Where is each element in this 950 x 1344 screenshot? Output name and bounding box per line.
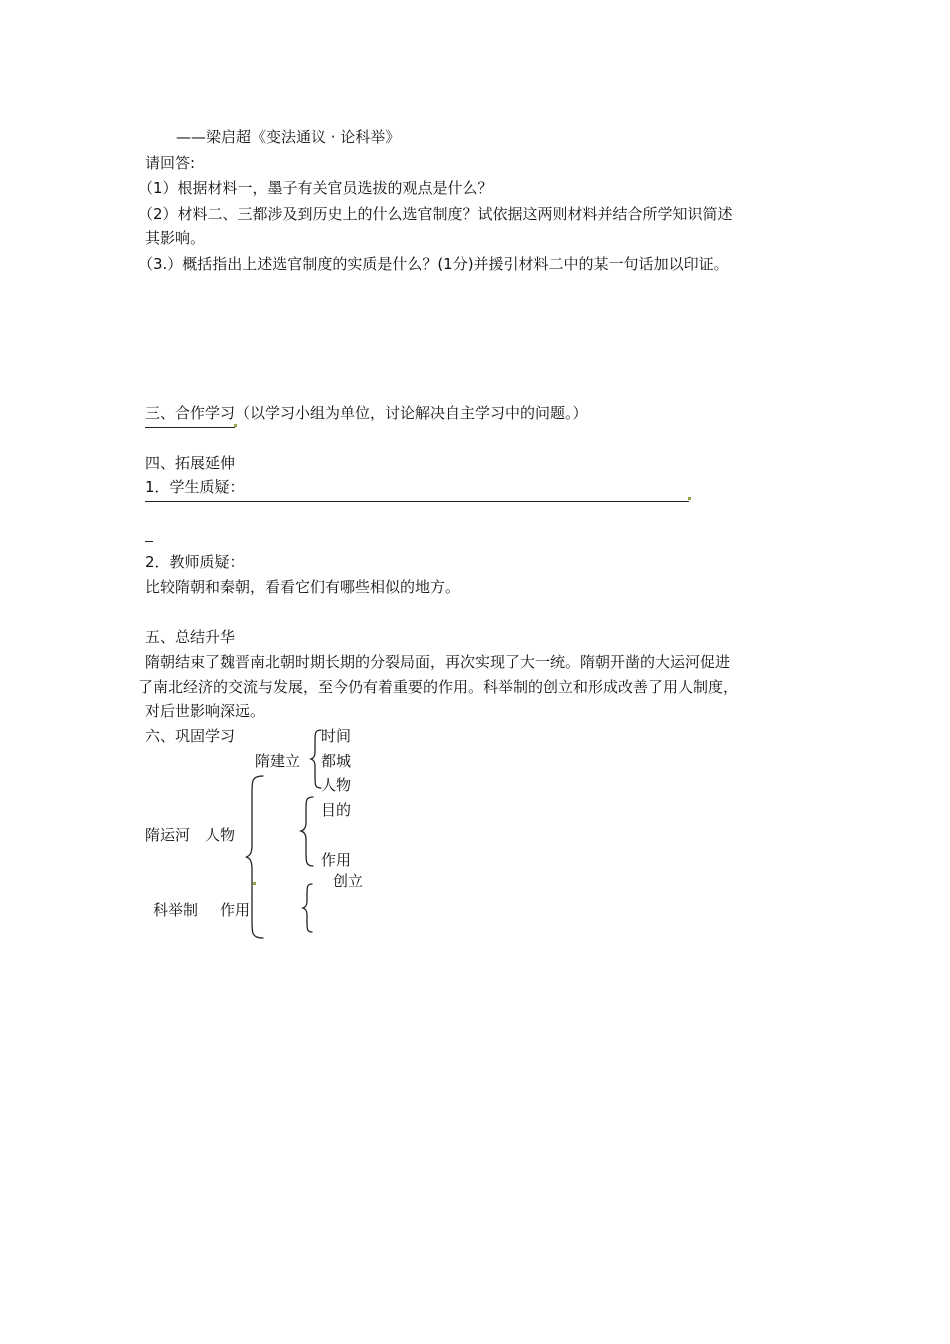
answer-prompt: 请回答:: [145, 154, 196, 172]
summary-line-1: 隋朝结束了魏晋南北朝时期长期的分裂局面，再次实现了大一统。隋朝开凿的大运河促进: [145, 653, 731, 671]
summary-line-3: 对后世影响深远。: [145, 702, 266, 720]
founding-item-person: 人物: [321, 776, 352, 794]
founding-item-capital: 都城: [321, 752, 352, 770]
section-5-heading: 五、总结升华: [145, 628, 236, 646]
canal-person-label: 人物: [205, 826, 236, 844]
keju-effect-label: 作用: [220, 901, 251, 919]
keju-item-creation: 创立: [333, 872, 364, 890]
teacher-question-text: 比较隋朝和秦朝，看看它们有哪些相似的地方。: [145, 578, 461, 596]
brace-mark: [253, 882, 256, 885]
canal-brace: [301, 797, 313, 866]
canal-item-effect: 作用: [321, 851, 352, 869]
canal-item-purpose: 目的: [321, 801, 352, 819]
source-citation: ——梁启超《变法通议 · 论科举》: [176, 128, 401, 146]
question-2-continued: 其影响。: [145, 229, 206, 247]
student-question-label: 1．学生质疑：: [145, 478, 245, 496]
founding-brace: [311, 730, 321, 788]
canal-label: 隋运河: [145, 826, 191, 844]
keju-label: 科举制: [153, 901, 199, 919]
sui-founding-label: 隋建立: [255, 752, 301, 770]
question-3: （3.）概括指出上述选官制度的实质是什么？(1分)并援引材料二中的某一句话加以印证。: [138, 255, 729, 273]
section-4-heading: 四、拓展延伸: [145, 454, 236, 472]
section-6-heading: 六、巩固学习: [145, 727, 236, 745]
teacher-question-label: 2．教师质疑：: [145, 553, 245, 571]
keju-brace: [303, 884, 312, 932]
question-1: （1）根据材料一，墨子有关官员选拔的观点是什么？: [138, 179, 493, 197]
section-3-heading: 三、合作学习（以学习小组为单位，讨论解决自主学习中的问题。）: [145, 404, 588, 422]
question-2: （2）材料二、三都涉及到历史上的什么选官制度？试依据这两则材料并结合所学知识简述: [138, 205, 733, 223]
founding-item-time: 时间: [321, 727, 352, 745]
summary-line-2: 了南北经济的交流与发展，至今仍有着重要的作用。科举制的创立和形成改善了用人制度，: [138, 678, 739, 696]
